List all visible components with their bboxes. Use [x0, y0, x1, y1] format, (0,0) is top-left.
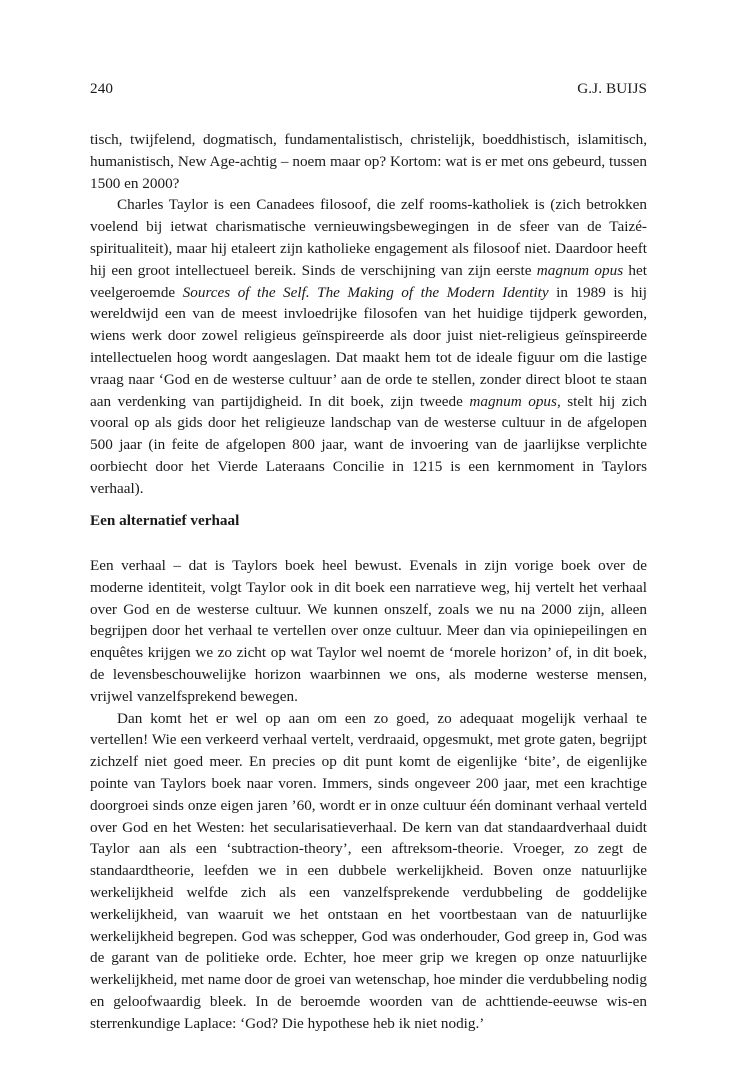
paragraph-text: , stelt hij zich vooral op als gids door het religieuze landschap van de westerse cultuur in de afgelopen 500 jaar (in feite de afgelopen 800 jaar, want de invoering van de jaarlijkse verplichte oorbiecht door het Vierde Lateraans Concilie in 1215 is een kernmoment in Taylors verhaal). [90, 392, 647, 497]
paragraph-charles-taylor [90, 194, 647, 499]
italic-term: magnum opus [536, 261, 624, 279]
section-heading: Een alternatief verhaal [90, 512, 240, 529]
paragraph-text: Charles Taylor is een Canadees filosoof, die zelf rooms-katholiek is (zich betrokken voelend bij ietwat charismatische vernieuwingsbewegingen in de sfeer van de Taizé-spiritualiteit), maar hij etaleert zijn katholieke engagement als filosoof niet. Daardoor heeft hij een groot intellectueel bereik. Sinds de verschijning van zijn eerste [90, 196, 647, 279]
italic-book-title: Sources of the Self. The Making of the Modern Identity [182, 283, 549, 301]
paragraph-continued: tisch, twijfelend, dogmatisch, fundamentalistisch, christelijk, boeddhistisch, islamitisch, humanistisch, New Age-achtig – noem maar op? Kortom: wat is er met ons gebeurd, tussen 1500 en 2000? [90, 131, 647, 192]
paragraph-text: in 1989 is hij wereldwijd een van de meest invloedrijke filosofen van het huidige tijdperk geworden, wiens werk door zowel religieus geïnspireerde als door juist niet-religieus geïnspireerde intellectuelen hoog wordt aangeslagen. Dat maakt hem tot de ideale figuur om die lastige vraag naar ‘God en de westerse cultuur’ aan de orde te stellen, zonder direct bloot te staan aan verdenking van partijdigheid. In dit boek, zijn tweede [90, 283, 647, 410]
running-head [90, 80, 647, 100]
body-text-top [90, 129, 647, 500]
running-head-author: G.J. BUIJS [577, 80, 647, 97]
page-number: 240 [90, 80, 114, 97]
paragraph-een-verhaal: Een verhaal – dat is Taylors boek heel bewust. Evenals in zijn vorige boek over de moderne identiteit, volgt Taylor ook in dit boek een narratieve weg, hij vertelt het verhaal over God en de westerse cultuur. We kunnen onszelf, zoals we nu na 2000 zijn, alleen begrijpen door het verhaal te vertellen over onze cultuur. Meer dan via opiniepeilingen en enquêtes krijgen we zo zicht op wat Taylor wel noemt de ‘morele horizon’ of, in dit boek, de levensbeschouwelijke horizon waarbinnen we ons, als moderne westerse mensen, vrijwel vanzelfsprekend bewegen. [90, 557, 647, 705]
paragraph-text: het veelgeroemde [90, 261, 647, 301]
italic-term: magnum opus [469, 392, 557, 410]
body-text-section [90, 555, 647, 1035]
paragraph-dan-komt: Dan komt het er wel op aan om een zo goed, zo adequaat mogelijk verhaal te vertellen! Wie een verkeerd verhaal vertelt, verdraaid, opgesmukt, met grote gaten, begrijpt zichzelf niet goed meer. En precies op dit punt komt de eigenlijke ‘bite’, de eigenlijke pointe van Taylors boek naar voren. Immers, sinds ongeveer 200 jaar, met een krachtige doorgroei sinds onze eigen jaren ’60, wordt er in onze cultuur één dominant verhaal verteld over God en het Westen: het secularisatieverhaal. De kern van dat standaardverhaal duidt Taylor aan als een ‘subtraction-theory’, een aftreksom-theorie. Vroeger, zo zegt de standaardtheorie, leefden we in een dubbele werkelijkheid. Boven onze natuurlijke werkelijkheid welfde zich als een vanzelfsprekende verdubbeling de goddelijke werkelijkheid, van waaruit we het ontstaan en het voortbestaan van de natuurlijke werkelijkheid begrepen. God was schepper, God was onderhouder, God greep in, God was de garant van de politieke orde. Echter, hoe meer grip we kregen op onze natuurlijke werkelijkheid, met name door de groei van wetenschap, hoe minder die verdubbeling nodig en geloofwaardig bleek. In de beroemde woorden van de achttiende-eeuwse wis-en sterrenkundige Laplace: ‘God? Die hypothese heb ik niet nodig.’ [90, 709, 647, 1032]
